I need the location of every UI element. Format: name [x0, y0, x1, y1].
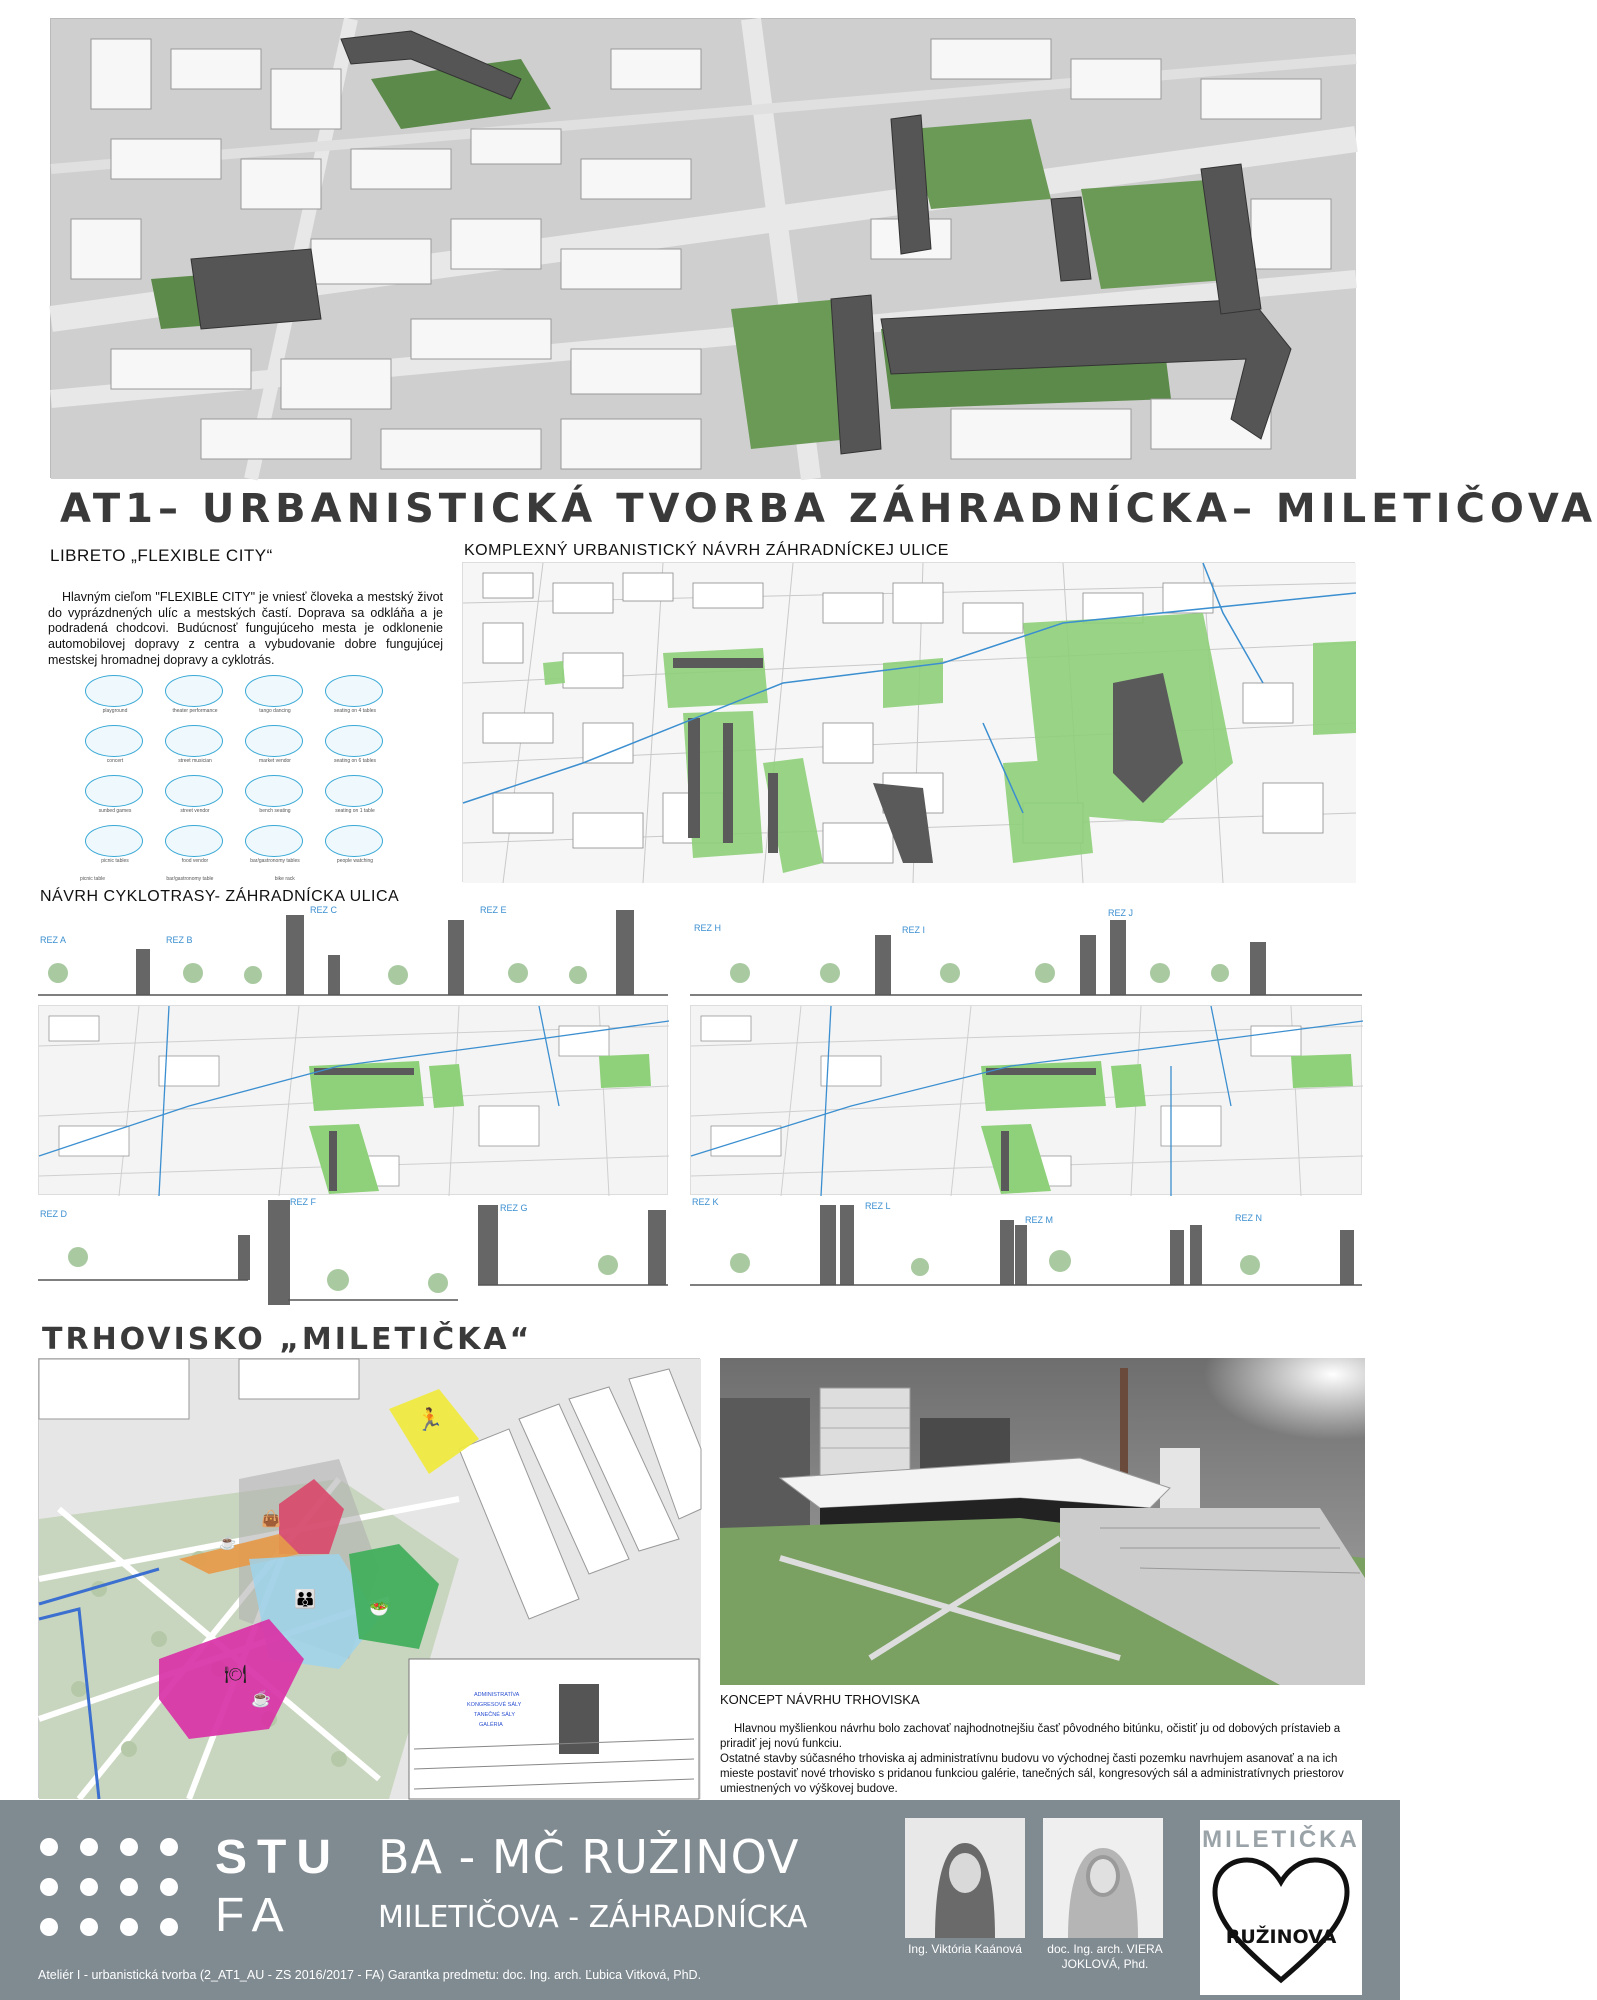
activity-icons-extra: picnic table bar/gastronomy table bike rack [80, 876, 295, 882]
author-portrait [905, 1818, 1025, 1938]
activity-icon: market vendor [240, 725, 310, 767]
restaurant-icon: 🍽 [224, 1664, 247, 1684]
activity-icon: concert [80, 725, 150, 767]
cyclo-heading: NÁVRH CYKLOTRASY- ZÁHRADNÍCKA ULICA [40, 888, 400, 905]
market-plan-drawing [39, 1359, 701, 1799]
fa-wordmark: FA [215, 1889, 294, 1942]
section-label: REZ N [1235, 1213, 1262, 1223]
section-label: REZ K [692, 1197, 719, 1207]
activity-icon: seating on 4 tables [320, 675, 390, 717]
market-site-plan [38, 1358, 700, 1798]
activity-icon: food vendor [160, 825, 230, 867]
shopping-bag-icon: 👜 [261, 1511, 281, 1528]
activity-icon: bar/gastronomy tables [240, 825, 310, 867]
koncept-text [720, 1722, 1368, 1797]
running-person-icon: 🏃 [416, 1407, 444, 1432]
course-credit: Ateliér I - urbanistická tvorba (2_AT1_AU - ZS 2016/2017 - FA) Garantka predmetu: doc. Ing. arch. Ľubica Vitková, PhD. [38, 1968, 702, 1982]
section-label: REZ I [902, 925, 926, 935]
urban-plan-map [462, 562, 1355, 882]
streets-subtitle: MILETIČOVA - ZÁHRADNÍCKA [378, 1900, 808, 1935]
activity-icon: tango dancing [240, 675, 310, 717]
sections-left-top [38, 905, 668, 1000]
heart-icon [1200, 1820, 1362, 1995]
family-icon: 👪 [294, 1589, 317, 1609]
activity-icon: theater performance [160, 675, 230, 717]
cyclo-map-right [690, 1005, 1362, 1195]
city-title: BA - MČ RUŽINOV [378, 1830, 800, 1884]
floor-label: ADMINISTRATÍVA [474, 1692, 520, 1698]
activity-icon: seating on 6 tables [320, 725, 390, 767]
activity-icon: street musician [160, 725, 230, 767]
coffee-icon: ☕ [219, 1534, 237, 1550]
activity-icon: bench seating [240, 775, 310, 817]
section-label: REZ E [480, 905, 507, 915]
cyclo-map-left [38, 1005, 668, 1195]
activity-icon: street vendor [160, 775, 230, 817]
poster-title: AT1– URBANISTICKÁ TVORBA ZÁHRADNÍCKA– MILETIČOVA [60, 486, 1597, 532]
floor-label: TANEČNÉ SÁLY [474, 1712, 516, 1718]
plan-main-heading: KOMPLEXNÝ URBANISTICKÝ NÁVRH ZÁHRADNÍCKEJ ULICE [464, 542, 949, 559]
sections-right-bottom [690, 1195, 1362, 1290]
coffee-cup-icon: ☕ [251, 1691, 271, 1708]
section-label: REZ C [310, 905, 337, 915]
section-label: REZ B [166, 935, 193, 945]
libreto-text: Hlavným cieľom "FLEXIBLE CITY" je vniesť človeka a mestský život do vyprázdnených ulíc a mestských častí. Doprava sa odkláňa a je podradená chodcovi. Budúcnosť fungujúceho mesta je odklonenie automobilovej dopravy z centra a vybudovanie dobre fungujúcej mestskej hromadnej dopravy a cyklotrás. [48, 590, 443, 667]
supervisor-portrait [1043, 1818, 1163, 1938]
miletichka-logo: MILETIČKA RUŽINOVA [1200, 1820, 1362, 1995]
author-name: Ing. Viktória Kaánová [908, 1942, 1022, 1956]
section-label: REZ L [865, 1201, 891, 1211]
produce-icon: 🥗 [369, 1601, 389, 1618]
floor-label: KONGRESOVÉ SÁLY [467, 1702, 522, 1708]
section-label: REZ J [1108, 908, 1134, 918]
footer-band [0, 1800, 1400, 2000]
activity-icon: sunbed games [80, 775, 150, 817]
section-label: REZ M [1025, 1215, 1053, 1225]
section-label: REZ G [500, 1203, 528, 1213]
section-label: REZ A [40, 935, 67, 945]
market-render-drawing [720, 1358, 1365, 1685]
trhovisko-heading: TRHOVISKO „MILETIČKA“ [42, 1322, 533, 1357]
section-label: REZ H [694, 923, 721, 933]
hero-aerial-3d-view [50, 18, 1355, 478]
market-render-image [720, 1358, 1365, 1685]
koncept-heading: KONCEPT NÁVRHU TRHOVISKA [720, 1692, 920, 1707]
activity-icon: picnic tables [80, 825, 150, 867]
urban-plan-drawing [463, 563, 1356, 883]
activity-icon: people watching [320, 825, 390, 867]
sections-left-bottom [38, 1195, 668, 1310]
activity-icon: seating on 1 table [320, 775, 390, 817]
activity-icon: playground [80, 675, 150, 717]
koncept-paragraph-1: Hlavnou myšlienkou návrhu bolo zachovať najhodnotnejšiu časť pôvodného bitúnku, očistiť ju od dobových prístavieb a priradiť jej novú funkciu. [720, 1723, 1341, 1750]
stu-wordmark: STU [215, 1831, 341, 1884]
koncept-paragraph-2: Ostatné stavby súčasného trhoviska aj administratívnu budovu vo východnej časti pozemku navrhujem asanovať a na ich mieste postaviť nové trhovisko s pridanou funkciou galérie, tanečných sál, kongresových sál a administratívnych priestorov umiestnených vo výškovej budove. [720, 1752, 1344, 1795]
sections-right-top [690, 905, 1362, 1000]
activity-icons-grid [80, 670, 400, 880]
floor-label: GALÉRIA [479, 1722, 503, 1728]
section-label: REZ D [40, 1209, 67, 1219]
section-label: REZ F [290, 1197, 316, 1207]
aerial-illustration [51, 19, 1356, 479]
supervisor-name: doc. Ing. arch. VIERA JOKLOVÁ, Phd. [1047, 1942, 1163, 1971]
libreto-heading: LIBRETO „FLEXIBLE CITY“ [50, 546, 273, 565]
